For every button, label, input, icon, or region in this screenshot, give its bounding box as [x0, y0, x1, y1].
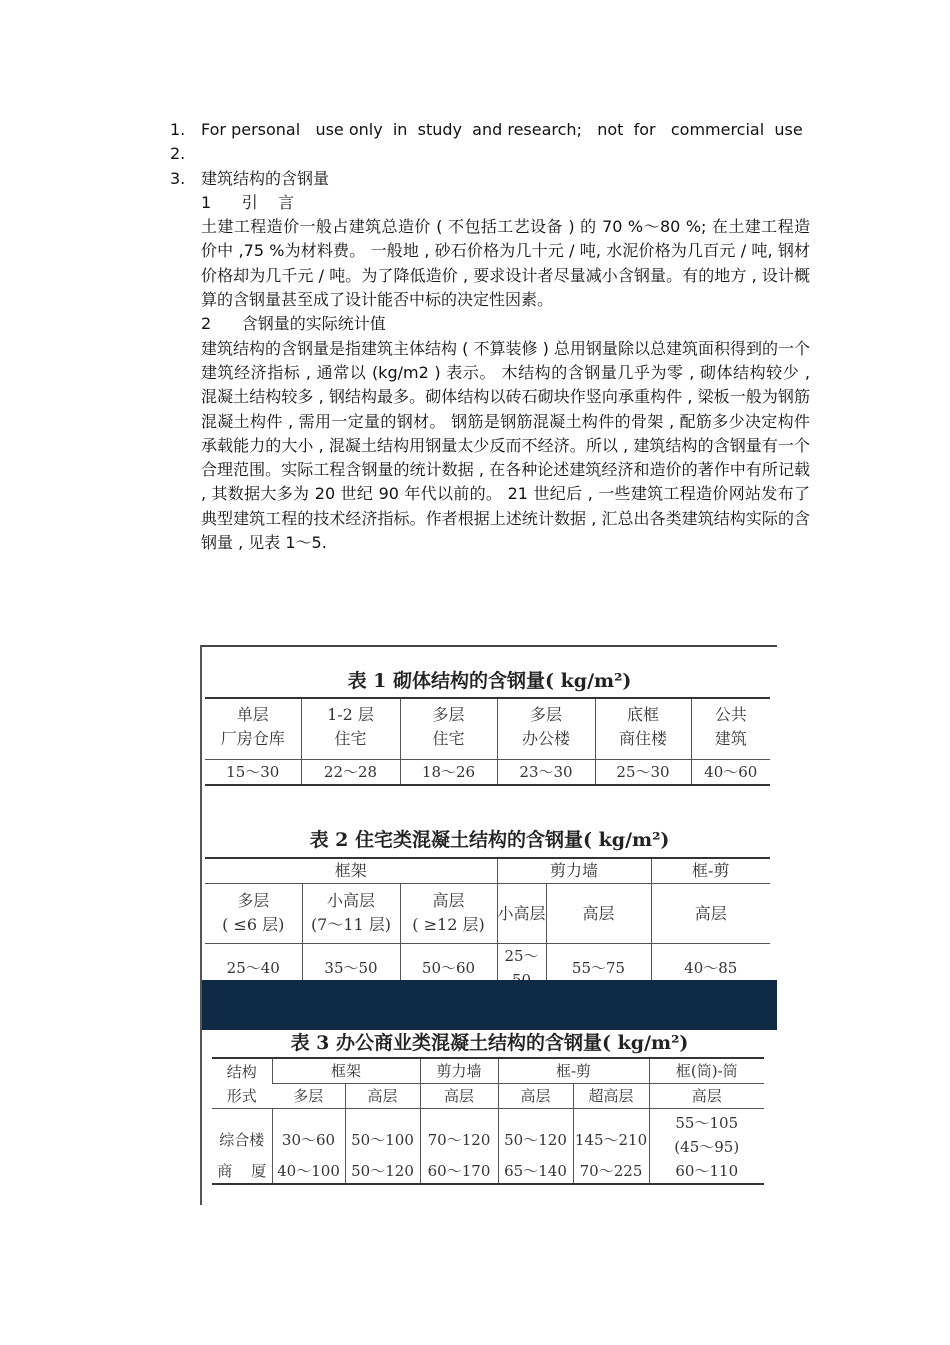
table1-header-cell: 底框 商住楼 [595, 698, 691, 760]
section2-paragraph: 建筑结构的含钢量是指建筑主体结构 ( 不算装修 ) 总用钢量除以总建筑面积得到的一个建筑经济指标 , 通常以 (kg/m2 ) 表示。 木结构的含钢量几乎为零 , 砌体结构较少 , 混凝土结构较多 , 钢结构最多。砌体结构以砖石砌块作竖向承重构件 , 梁板一般为钢筋混凝土构件 , 需用一定量的钢材。 钢筋是钢筋混凝土构件的骨架 , 配筋多少决定构件承载能力的大小 , 混凝土结构用钢量太少反而不经济。所以 , 建筑结构的含钢量有一个合理范围。实际工程含钢量的统计数据 , 在各种论述建筑经济和造价的著作中有所记载 , 其数据大多为 20 世纪 90 年代以前的。 21 世纪后 , 一些建筑工程造价网站发布了典型建筑工程的技术经济指标。作者根据上述统计数据 , 汇总出各类建筑结构实际的含钢量 , 见表 1～5. [201, 338, 810, 553]
list-number: 3. [170, 168, 186, 188]
table3-value-cell: 65～140 [498, 1159, 573, 1184]
table1-header-cell: 单层 厂房仓库 [205, 698, 301, 760]
table2-value-cell: 50～60 [400, 944, 497, 994]
table3-corner-cell: 结构 形式 [212, 1058, 272, 1109]
table2 [205, 857, 770, 994]
table3-title: 表 3 办公商业类混凝土结构的含钢量( kg/m²) [290, 1032, 689, 1054]
table3 [212, 1057, 764, 1185]
table1-header-cell: 多层 住宅 [400, 698, 497, 760]
tables-figure [200, 645, 777, 1205]
section-body [170, 191, 810, 555]
section1-heading: 1 引 言 [201, 192, 295, 212]
list-number: 2. [170, 144, 186, 164]
table3-value-cell: 60～170 [420, 1159, 498, 1184]
table3-value-cell: 70～225 [573, 1159, 649, 1184]
table3-value-cell: 70～120 [420, 1109, 498, 1160]
list-text: For personal use only in study and research; not for commercial use [201, 120, 803, 139]
table3-group-cell: 剪力墙 [420, 1058, 498, 1084]
table3-value-cell: 50～120 [345, 1159, 420, 1184]
table2-sub-cell: 小高层 [497, 884, 546, 944]
table2-value-cell: 35～50 [302, 944, 400, 994]
table1-value-cell: 23～30 [497, 760, 595, 786]
table2-group-cell: 剪力墙 [497, 858, 651, 884]
figure-border [202, 645, 777, 647]
table2-sub-cell: 多层 ( ≤6 层) [205, 884, 302, 944]
table3-value-cell: 40～100 [272, 1159, 345, 1184]
table3-row-label: 综合楼 [212, 1109, 272, 1160]
table3-row-label: 商 厦 [212, 1159, 272, 1184]
table1-value-cell: 18～26 [400, 760, 497, 786]
document-text [170, 118, 810, 555]
table3-value-cell: 30～60 [272, 1109, 345, 1160]
dark-separator-band [202, 980, 777, 1030]
table2-sub-row [205, 884, 770, 944]
list-number: 1. [170, 120, 186, 139]
table1 [205, 697, 770, 786]
table3-value-cell: 50～100 [345, 1109, 420, 1160]
table3-sub-cell: 多层 [272, 1084, 345, 1109]
table3-sub-cell: 高层 [420, 1084, 498, 1109]
table3-sub-cell: 超高层 [573, 1084, 649, 1109]
table2-title: 表 2 住宅类混凝土结构的含钢量( kg/m²) [309, 829, 670, 851]
table1-title: 表 1 砌体结构的含钢量( kg/m²) [347, 670, 632, 692]
table3-value-cell: 145～210 [573, 1109, 649, 1160]
table3-value-cell: 55～105 (45～95) [649, 1109, 764, 1160]
table2-group-cell: 框架 [205, 858, 497, 884]
table2-value-cell: 25～ [497, 944, 546, 994]
table1-header-row [205, 698, 770, 760]
table3-group-cell: 框-剪 [498, 1058, 649, 1084]
list-item [170, 167, 810, 191]
section-title: 建筑结构的含钢量 [201, 168, 330, 188]
section1-paragraph: 土建工程造价一般占建筑总造价 ( 不包括工艺设备 ) 的 70 %～80 %; 在土建工程造价中 ,75 %为材料费。 一般地 , 砂石价格为几十元 / 吨, 水泥价格为几百元 / 吨, 钢材价格却为几千元 / 吨。为了降低造价 , 要求设计者尽量减小含钢量。有的地方 , 设计概算的含钢量甚至成了设计能否中标的决定性因素。 [201, 217, 810, 310]
table3-row [212, 1159, 764, 1184]
table1-value-cell: 22～28 [301, 760, 400, 786]
table3-group-row [212, 1058, 764, 1084]
list-text [201, 142, 810, 166]
table3-sub-cell: 高层 [649, 1084, 764, 1109]
table2-sub-cell: 高层 [546, 884, 651, 944]
table1-value-cell: 15～30 [205, 760, 301, 786]
list-item [170, 118, 810, 142]
table1-header-cell: 多层 办公楼 [497, 698, 595, 760]
table2-value-cell: 55～75 [546, 944, 651, 994]
table1-value-cell: 25～30 [595, 760, 691, 786]
table3-row [212, 1109, 764, 1160]
section2-heading: 2 含钢量的实际统计值 [201, 314, 386, 334]
table3-sub-cell: 高层 [498, 1084, 573, 1109]
table1-value-row [205, 760, 770, 786]
table2-sub-cell: 小高层 (7～11 层) [302, 884, 400, 944]
list-item [170, 142, 810, 166]
table2-group-cell: 框-剪 [651, 858, 770, 884]
table2-sub-cell: 高层 [651, 884, 770, 944]
table3-sub-row [212, 1084, 764, 1109]
table3-group-cell: 框架 [272, 1058, 420, 1084]
table1-header-cell: 1-2 层 住宅 [301, 698, 400, 760]
table1-header-cell: 公共 建筑 [691, 698, 770, 760]
table2-value-cell: 25～40 [205, 944, 302, 994]
table2-group-row [205, 858, 770, 884]
table3-value-cell: 50～120 [498, 1109, 573, 1160]
table3-group-cell: 框(筒)-筒 [649, 1058, 764, 1084]
table3-sub-cell: 高层 [345, 1084, 420, 1109]
table2-value-cell: 40～85 [651, 944, 770, 994]
table3-value-cell: 60～110 [649, 1159, 764, 1184]
table1-value-cell: 40～60 [691, 760, 770, 786]
table2-sub-cell: 高层 ( ≥12 层) [400, 884, 497, 944]
